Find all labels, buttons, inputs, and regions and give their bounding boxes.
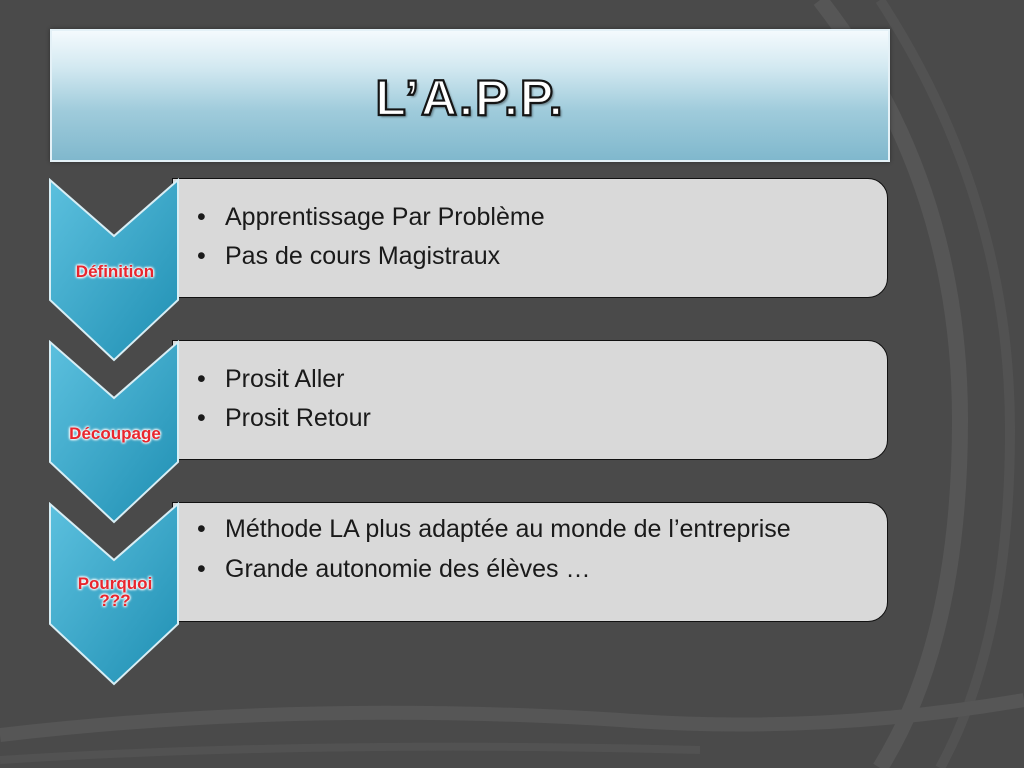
bullet-item: • Grande autonomie des élèves … (197, 555, 867, 583)
step-label-line: ??? (99, 591, 131, 610)
bullet-box-decoupage (172, 340, 888, 460)
bullet-list (197, 515, 867, 583)
step-label-pourquoi (50, 575, 180, 609)
bullet-item: • Pas de cours Magistraux (197, 242, 867, 270)
bullet-item: • Apprentissage Par Problème (197, 203, 867, 231)
bullet-item: • Méthode LA plus adaptée au monde de l’entreprise (197, 515, 867, 543)
bullet-item: • Prosit Aller (197, 365, 867, 393)
bullet-box-pourquoi (172, 502, 888, 622)
bullet-item: • Prosit Retour (197, 404, 867, 432)
bullet-box-definition (172, 178, 888, 298)
step-label-decoupage: Découpage (69, 424, 161, 443)
step-label-line: Pourquoi (77, 574, 153, 593)
bullet-list (197, 365, 867, 432)
title-banner (50, 29, 890, 162)
bullet-list (197, 203, 867, 270)
step-label-definition: Définition (75, 262, 155, 281)
slide-title: L’A.P.P. (375, 69, 565, 126)
